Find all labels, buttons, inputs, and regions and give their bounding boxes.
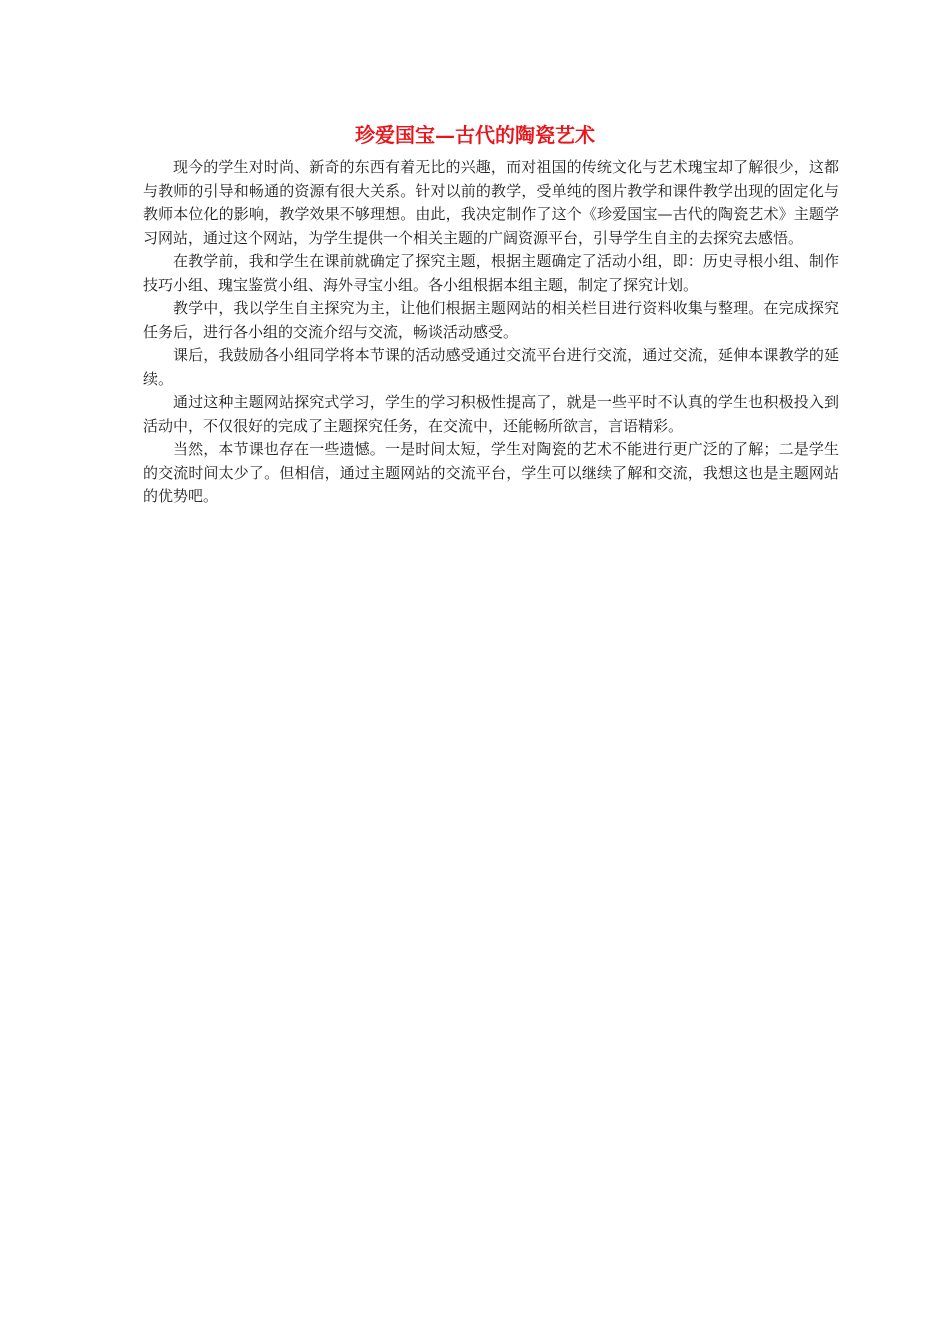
document-body [143,156,839,509]
body-paragraph: 在教学前，我和学生在课前就确定了探究主题，根据主题确定了活动小组，即：历史寻根小组、制作技巧小组、瑰宝鉴赏小组、海外寻宝小组。各小组根据本组主题，制定了探究计划。 [143,252,839,294]
body-paragraph: 当然，本节课也存在一些遗憾。一是时间太短，学生对陶瓷的艺术不能进行更广泛的了解；二是学生的交流时间太少了。但相信，通过主题网站的交流平台，学生可以继续了解和交流，我想这也是主题网站的优势吧。 [143,440,839,505]
body-paragraph: 现今的学生对时尚、新奇的东西有着无比的兴趣，而对祖国的传统文化与艺术瑰宝却了解很少，这都与教师的引导和畅通的资源有很大关系。针对以前的教学，受单纯的图片教学和课件教学出现的固定化与教师本位化的影响，教学效果不够理想。由此，我决定制作了这个《珍爱国宝—古代的陶瓷艺术》主题学习网站，通过这个网站，为学生提供一个相关主题的广阔资源平台，引导学生自主的去探究去感悟。 [143,158,839,247]
body-paragraph: 课后，我鼓励各小组同学将本节课的活动感受通过交流平台进行交流，通过交流，延伸本课教学的延续。 [143,346,839,388]
body-paragraph: 通过这种主题网站探究式学习，学生的学习积极性提高了，就是一些平时不认真的学生也积极投入到活动中，不仅很好的完成了主题探究任务，在交流中，还能畅所欲言，言语精彩。 [143,393,839,435]
body-paragraph: 教学中，我以学生自主探究为主，让他们根据主题网站的相关栏目进行资料收集与整理。在完成探究任务后，进行各小组的交流介绍与交流，畅谈活动感受。 [143,299,839,341]
document-title: 珍爱国宝—古代的陶瓷艺术 [355,123,595,147]
